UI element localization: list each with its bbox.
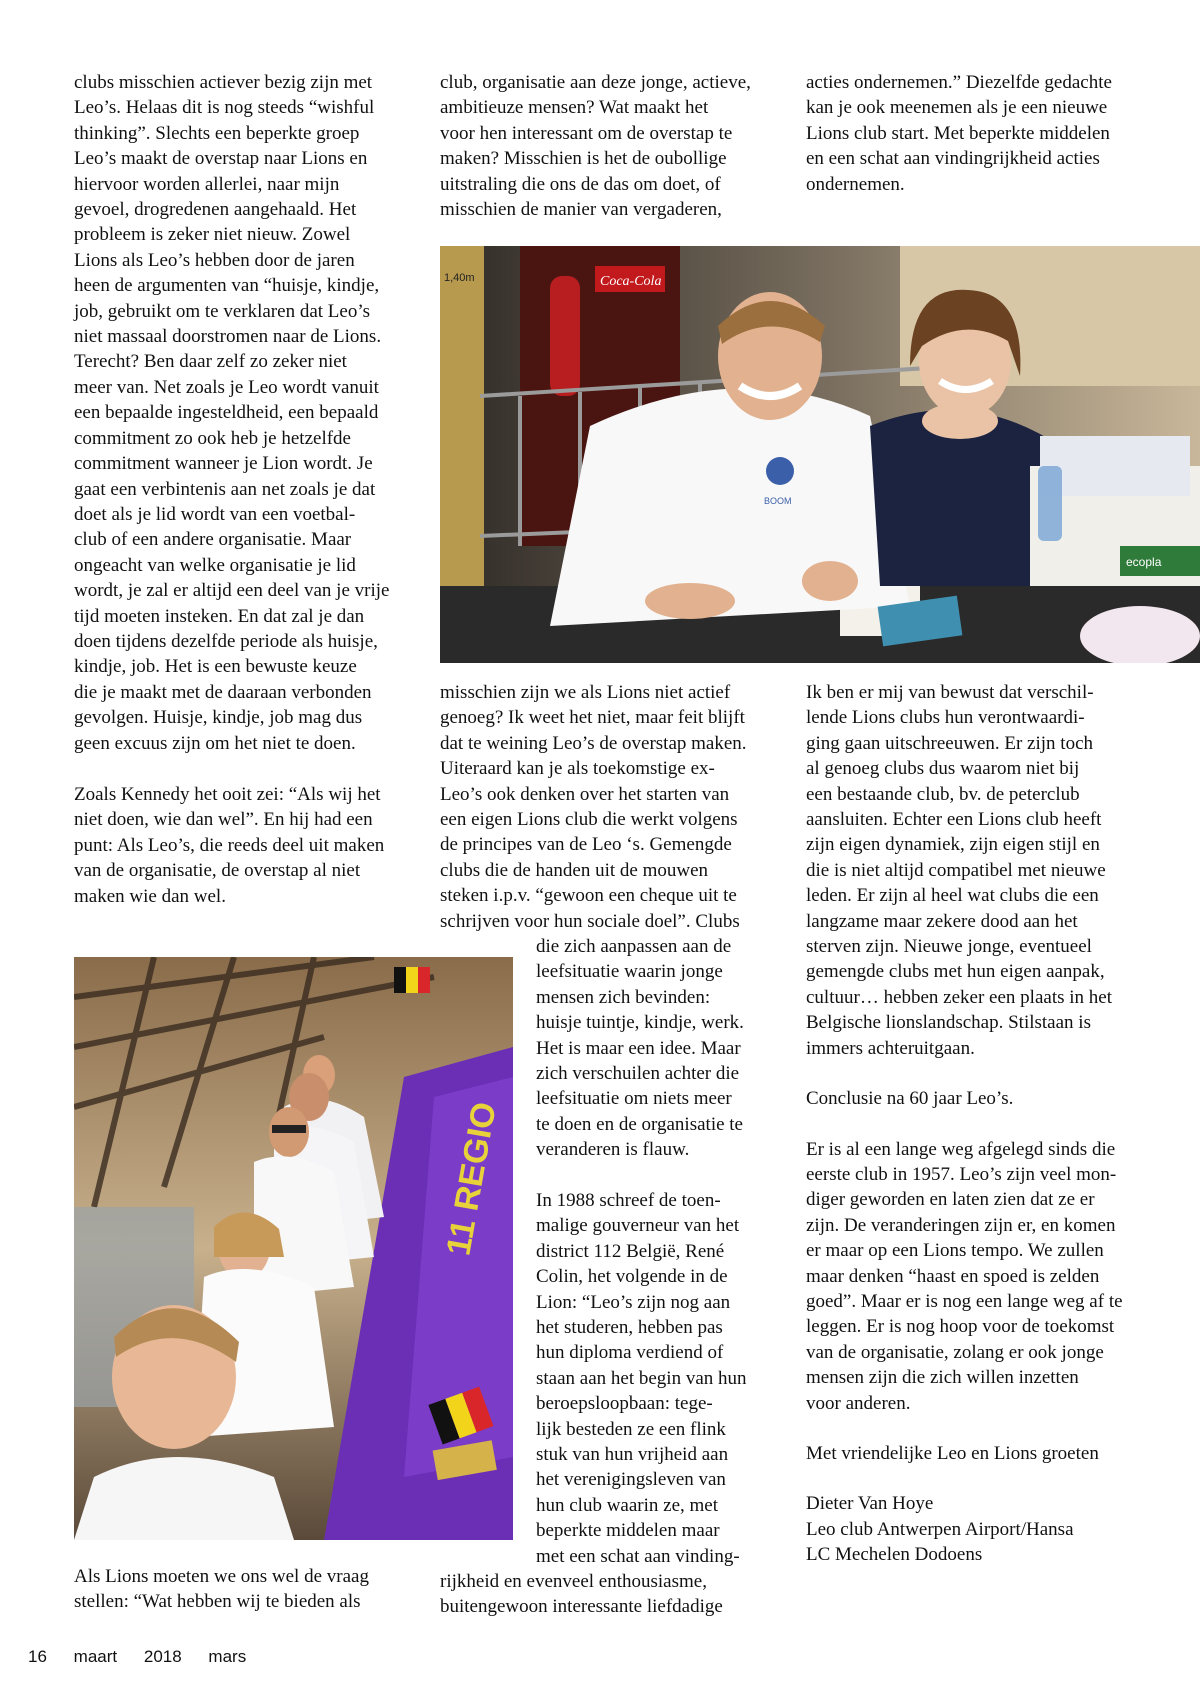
footer-year: 2018 — [143, 1647, 182, 1666]
text-line: maken wie dan wel. — [74, 885, 226, 907]
footer-month-fr: mars — [208, 1647, 247, 1666]
text-line: schrijven voor hun sociale doel”. Clubs — [440, 910, 740, 932]
text-line: Lions club start. Met beperkte middelen — [806, 122, 1110, 144]
text-line: heen de argumenten van “huisje, kindje, — [74, 275, 380, 297]
text-line: cultuur… hebben zeker een plaats in het — [806, 986, 1112, 1008]
text-line: rijkheid en evenveel enthousiasme, — [440, 1571, 707, 1592]
text-line: commitment zo ook heb je hetzelfde — [74, 427, 351, 449]
footer-month-nl: maart — [73, 1647, 118, 1666]
text-line: clubs misschien actiever bezig zijn met — [74, 72, 373, 93]
text-line: malige gouverneur van het — [536, 1215, 740, 1237]
col3-top-text — [806, 70, 1112, 197]
shirt-text: BOOM — [764, 496, 792, 506]
text-line: Het is maar een idee. Maar — [536, 1037, 741, 1059]
text-line: tijd moeten insteken. En dat zal je dan — [74, 605, 365, 627]
text-line: een bestaande club, bv. de peterclub — [806, 783, 1080, 805]
text-line: probleem is zeker niet nieuw. Zowel — [74, 224, 351, 246]
text-line: gaat een verbintenis aan net zoals je dat — [74, 478, 376, 500]
banner-text: 11 REGIO — [439, 1099, 504, 1259]
col3-paragraphs — [806, 680, 1123, 1568]
text-line: het verenigingsleven van — [536, 1469, 726, 1491]
text-line: niet doen, wie dan wel”. En hij had een — [74, 809, 373, 831]
text-line: huisje tuintje, kindje, werk. — [536, 1012, 744, 1034]
text-line: clubs die de handen uit de mouwen — [440, 859, 709, 881]
page-number: 16 — [28, 1647, 47, 1666]
text-line: sterven zijn. Nieuwe jonge, eventueel — [806, 936, 1092, 958]
text-line: Leo’s. Helaas dit is nog steeds “wishful — [74, 97, 375, 119]
text-line: LC Mechelen Dodoens — [806, 1544, 983, 1566]
text-line: langzame maar zekere dood aan het — [806, 910, 1078, 932]
text-line: genoeg? Ik weet het niet, maar feit blijft — [440, 707, 745, 729]
text-line: dat te weining Leo’s de overstap maken. — [440, 732, 747, 754]
text-line: zijn. De veranderingen zijn er, en komen — [806, 1214, 1116, 1236]
text-line: gevolgen. Huisje, kindje, job mag dus — [74, 707, 363, 729]
text-line: leefsituatie waarin jonge — [536, 961, 723, 983]
text-line: maken? Misschien is het de oubollige — [440, 148, 727, 170]
text-line: veranderen is flauw. — [536, 1139, 690, 1161]
text-line: zijn eigen dynamiek, zijn eigen stijl en — [806, 834, 1100, 856]
text-line: leden. Er zijn al heel wat clubs die een — [806, 885, 1099, 907]
text-line: een eigen Lions club die werkt volgens — [440, 809, 738, 831]
col1-bottom-text — [74, 1564, 369, 1615]
text-line: job, gebruikt om te verklaren dat Leo’s — [74, 300, 370, 322]
text-line: voor anderen. — [806, 1392, 911, 1414]
text-line: Leo club Antwerpen Airport/Hansa — [806, 1518, 1074, 1540]
paragraph — [806, 1137, 1123, 1416]
text-line: kan je ook meenemen als je een nieuwe — [806, 97, 1108, 119]
text-line: Terecht? Ben daar zelf zo zeker niet — [74, 351, 347, 373]
col2-mid-text — [440, 680, 747, 934]
box-text: ecopla — [1126, 555, 1162, 569]
text-line: Belgische lionslandschap. Stilstaan is — [806, 1012, 1091, 1034]
text-line: hiervoor worden allerlei, naar mijn — [74, 173, 340, 195]
text-line: een bepaalde ingesteldheid, een bepaald — [74, 402, 379, 424]
leo-logo — [766, 457, 794, 485]
text-line: stellen: “Wat hebben wij te bieden als — [74, 1591, 361, 1613]
col2-narrow-text-b — [536, 1188, 747, 1569]
text-line: niet massaal doorstromen naar de Lions. — [74, 326, 382, 348]
table-photo — [440, 246, 1200, 663]
text-line: en een schat aan vindingrijkheid acties — [806, 148, 1100, 170]
text-line: meer van. Net zoals je Leo wordt vanuit — [74, 376, 379, 398]
text-line: acties ondernemen.” Diezelfde gedachte — [806, 72, 1112, 93]
col1-top-text — [74, 70, 389, 756]
text-line: met een schat aan vinding- — [536, 1545, 740, 1567]
text-line: aansluiten. Echter een Lions club heeft — [806, 809, 1102, 831]
text-line: maar denken “haast en spoed is zelden — [806, 1265, 1100, 1287]
text-line: leefsituatie om niets meer — [536, 1088, 732, 1110]
text-line: immers achteruitgaan. — [806, 1037, 975, 1059]
text-line: commitment wanneer je Lion wordt. Je — [74, 453, 373, 475]
text-line: ging gaan uitschreeuwen. Er zijn toch — [806, 732, 1094, 754]
col2-narrow-text-a — [536, 934, 744, 1163]
text-line: misschien zijn we als Lions niet actief — [440, 682, 731, 703]
paragraph — [806, 680, 1123, 1061]
text-line: er maar op een Lions tempo. We zullen — [806, 1240, 1104, 1262]
text-line: hun diploma verdiend of — [536, 1342, 724, 1364]
text-line: Ik ben er mij van bewust dat verschil- — [806, 682, 1094, 703]
text-line: thinking”. Slechts een beperkte groep — [74, 122, 360, 144]
text-line: diger geworden en laten zien dat ze er — [806, 1189, 1095, 1211]
text-line: gevoel, drogredenen aangehaald. Het — [74, 199, 357, 221]
text-line: In 1988 schreef de toen- — [536, 1190, 721, 1211]
text-line: club, organisatie aan deze jonge, actieve, — [440, 72, 751, 93]
text-line: Lions als Leo’s hebben door de jaren — [74, 249, 355, 271]
text-line: te doen en de organisatie te — [536, 1113, 743, 1135]
text-line: beroepsloopbaan: tege- — [536, 1393, 713, 1415]
paragraph — [806, 1441, 1123, 1466]
text-line: punt: Als Leo’s, die reeds deel uit maken — [74, 834, 385, 856]
text-line: het studeren, hebben pas — [536, 1317, 723, 1339]
coca-cola-text: Coca-Cola — [600, 274, 662, 289]
page-footer — [28, 1647, 268, 1667]
text-line: stuk van hun vrijheid aan — [536, 1444, 729, 1466]
col2-top-text — [440, 70, 751, 222]
text-line: steken i.p.v. “gewoon een cheque uit te — [440, 885, 737, 907]
text-line: lende Lions clubs hun verontwaardi- — [806, 707, 1085, 729]
text-line: van de organisatie, de overstap al niet — [74, 860, 361, 882]
text-line: Uiteraard kan je als toekomstige ex- — [440, 758, 715, 780]
text-line: al genoeg clubs dus waarom niet bij — [806, 758, 1080, 780]
text-line: gemengde clubs met hun eigen aanpak, — [806, 961, 1105, 983]
text-line: wordt, je zal er altijd een deel van je vrije — [74, 580, 390, 602]
text-line: goed”. Maar er is nog een lange weg af te — [806, 1290, 1123, 1312]
text-line: Als Lions moeten we ons wel de vraag — [74, 1566, 369, 1587]
text-line: Colin, het volgende in de — [536, 1266, 728, 1288]
height-sign-text: 1,40m — [444, 272, 475, 284]
text-line: hun club waarin ze, met — [536, 1494, 719, 1516]
text-line: ongeacht van welke organisatie je lid — [74, 554, 356, 576]
text-line: doet als je lid wordt van een voetbal- — [74, 503, 356, 525]
text-line: beperkte middelen maar — [536, 1520, 720, 1542]
text-line: doen tijdens dezelfde periode als huisje, — [74, 630, 378, 652]
text-line: Zoals Kennedy het ooit zei: “Als wij het — [74, 784, 381, 805]
text-line: staan aan het begin van hun — [536, 1367, 747, 1389]
text-line: Leo’s ook denken over het starten van — [440, 783, 730, 805]
text-line: leggen. Er is nog hoop voor de toekomst — [806, 1316, 1115, 1338]
paragraph — [806, 1086, 1123, 1111]
col1-mid-text — [74, 782, 384, 909]
text-line: de principes van de Leo ‘s. Gemengde — [440, 834, 732, 856]
text-line: zich verschuilen achter die — [536, 1063, 740, 1085]
text-line: die is niet altijd compatibel met nieuwe — [806, 859, 1106, 881]
text-line: Er is al een lange weg afgelegd sinds die — [806, 1138, 1116, 1160]
text-line: Met vriendelijke Leo en Lions groeten — [806, 1442, 1099, 1464]
text-line: voor hen interessant om de overstap te — [440, 122, 733, 144]
text-line: van de organisatie, zolang er ook jonge — [806, 1341, 1104, 1363]
text-line: Conclusie na 60 jaar Leo’s. — [806, 1088, 1014, 1110]
boxes — [1030, 436, 1200, 586]
text-line: mensen zich bevinden: — [536, 986, 711, 1008]
text-line: geen excuus zijn om het niet te doen. — [74, 732, 356, 754]
text-line: eerste club in 1957. Leo’s zijn veel mon- — [806, 1163, 1117, 1185]
text-line: ambitieuze mensen? Wat maakt het — [440, 97, 709, 119]
text-line: club of een andere organisatie. Maar — [74, 529, 352, 551]
paragraph — [806, 1491, 1123, 1567]
text-line: kindje, job. Het is een bewuste keuze — [74, 656, 357, 678]
text-line: ondernemen. — [806, 173, 905, 195]
text-line: die zich aanpassen aan de — [536, 936, 732, 957]
text-line: die je maakt met de daaraan verbonden — [74, 681, 372, 703]
text-line: buitengewoon interessante liefdadige — [440, 1596, 723, 1618]
text-line: Leo’s maakt de overstap naar Lions en — [74, 148, 368, 170]
belgian-flag-top — [394, 967, 430, 993]
col2-bottom-text — [440, 1569, 723, 1620]
text-line: uitstraling die ons de das om doet, of — [440, 173, 721, 195]
text-line: district 112 België, René — [536, 1240, 725, 1262]
group-selfie-photo — [74, 957, 513, 1540]
text-line: misschien de manier van vergaderen, — [440, 199, 722, 221]
text-line: lijk besteden ze een flink — [536, 1418, 726, 1440]
text-line: Lion: “Leo’s zijn nog aan — [536, 1291, 731, 1313]
text-line: Dieter Van Hoye — [806, 1493, 934, 1515]
text-line: mensen zijn die zich willen inzetten — [806, 1367, 1079, 1389]
